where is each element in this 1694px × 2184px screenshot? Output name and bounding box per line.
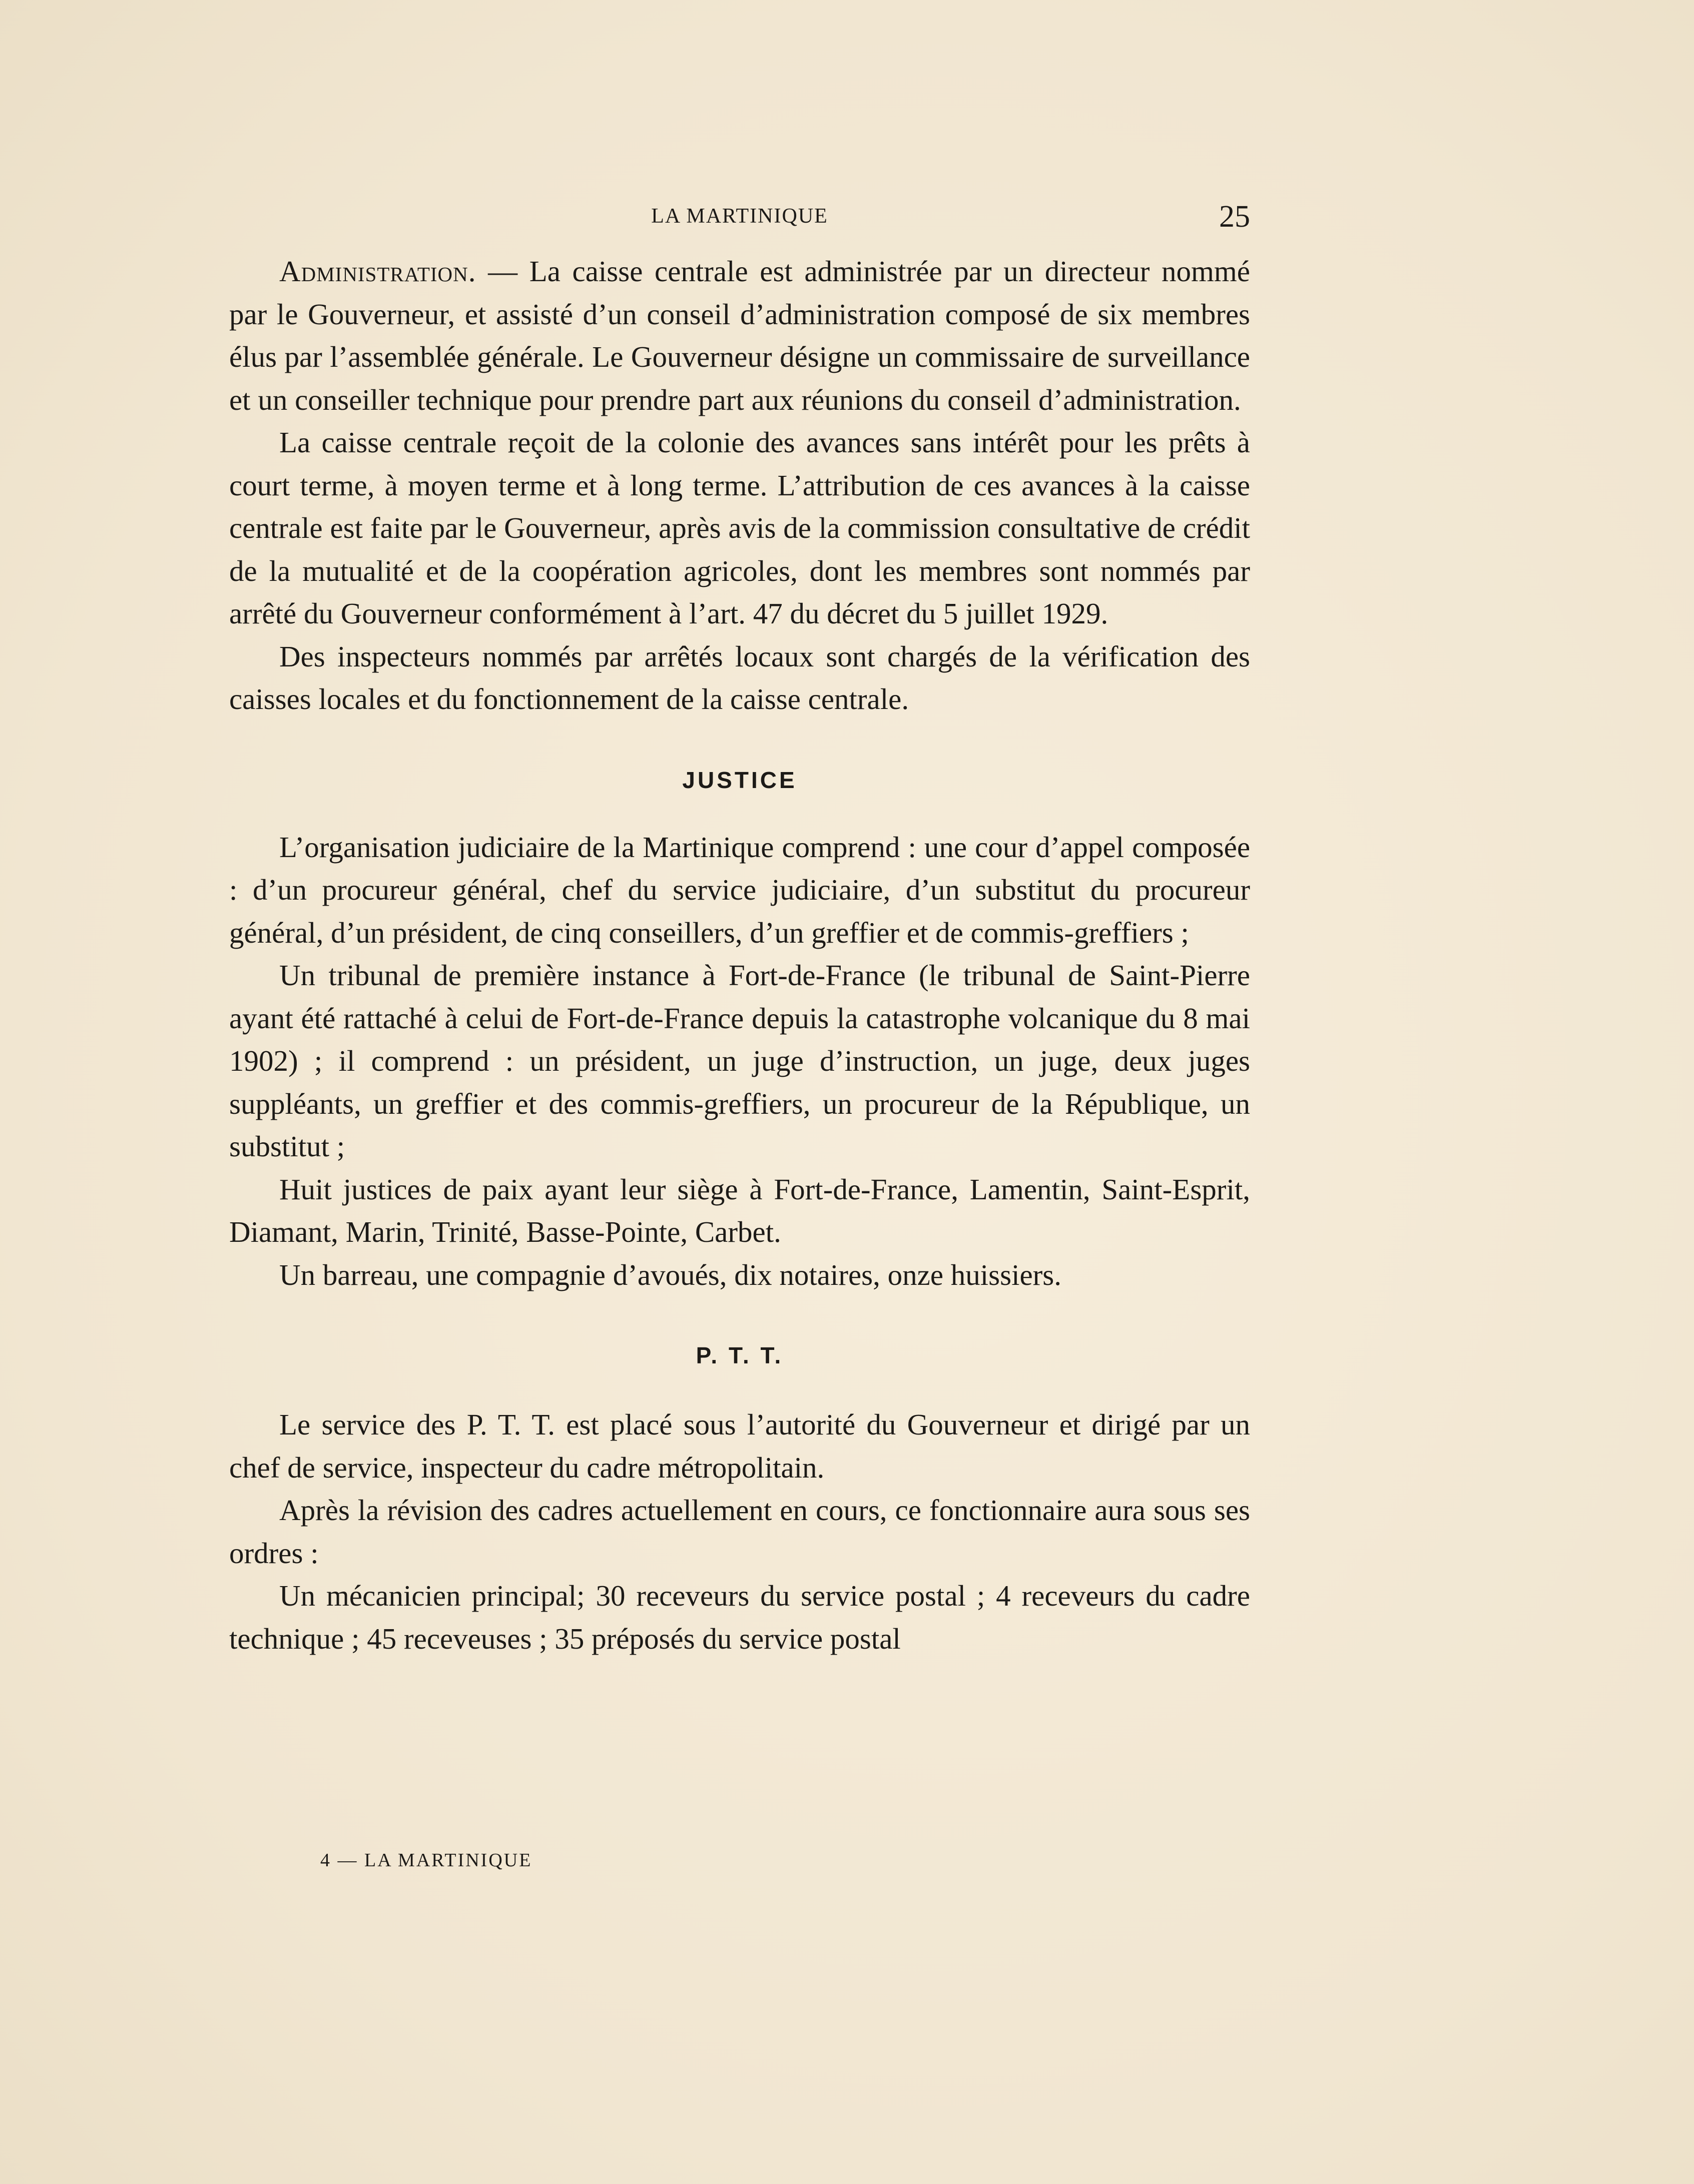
paragraph-administration: [229, 250, 1250, 421]
paragraph: La caisse centrale reçoit de la colonie des avances sans intérêt pour les prêts à court terme, à moyen terme et à long terme. L’attribution de ces avances à la caisse centrale est faite par le Gouverneur, après avis de la commission consultative de crédit de la mutualité et de la coopération agricoles, dont les membres sont nommés par arrêté du Gouverneur conformément à l’art. 47 du décret du 5 juillet 1929.: [229, 426, 1250, 630]
paragraph: Un barreau, une compagnie d’avoués, dix notaires, onze huissiers.: [279, 1258, 1062, 1291]
section-heading-ptt: P. T. T.: [696, 1342, 784, 1368]
paragraph: Le service des P. T. T. est placé sous l’autorité du Gouverneur et dirigé par un chef de service, inspecteur du cadre métropolitain.: [229, 1408, 1250, 1484]
paragraph: Après la révision des cadres actuellement en cours, ce fonctionnaire aura sous ses ordres :: [229, 1494, 1250, 1570]
body-text: [229, 250, 1250, 1660]
running-head-title: LA MARTINIQUE: [651, 205, 828, 228]
page-number: 25: [1219, 200, 1250, 234]
paragraph-lead: Administration.: [279, 255, 476, 288]
paragraph: Des inspecteurs nommés par arrêtés locaux sont chargés de la vérification des caisses locales et du fonctionnement de la caisse centrale.: [229, 639, 1250, 715]
section-heading-justice: JUSTICE: [682, 767, 797, 793]
running-head: [229, 199, 1250, 234]
paragraph: Un mécanicien principal; 30 receveurs du service postal ; 4 receveurs du cadre technique ; 45 receveuses ; 35 préposés du service postal: [229, 1579, 1250, 1655]
paragraph: L’organisation judiciaire de la Martinique comprend : une cour d’appel composée : d’un procureur général, chef du service judiciaire, d’un substitut du procureur général, d’un président, de cinq conseillers, d’un greffier et de commis-greffiers ;: [229, 830, 1250, 949]
signature-mark: 4 — LA MARTINIQUE: [320, 1850, 532, 1871]
paragraph-text: — La caisse centrale est administrée par un directeur nommé par le Gouverneur, et assisté d’un conseil d’administration composé de six membres élus par l’assemblée générale. Le Gouverneur désigne un commissaire de surveillance et un conseiller technique pour prendre part aux réunions du conseil d’administration.: [229, 255, 1250, 416]
paragraph: Huit justices de paix ayant leur siège à Fort-de-France, Lamentin, Saint-Esprit, Diamant, Marin, Trinité, Basse-Pointe, Carbet.: [229, 1172, 1250, 1248]
paragraph: Un tribunal de première instance à Fort-de-France (le tribunal de Saint-Pierre ayant été rattaché à celui de Fort-de-France depuis la catastrophe volcanique du 8 mai 1902) ; il comprend : un président, un juge d’instruction, un juge, deux juges suppléants, un greffier et des commis-greffiers, un procureur de la République, un substitut ;: [229, 959, 1250, 1163]
